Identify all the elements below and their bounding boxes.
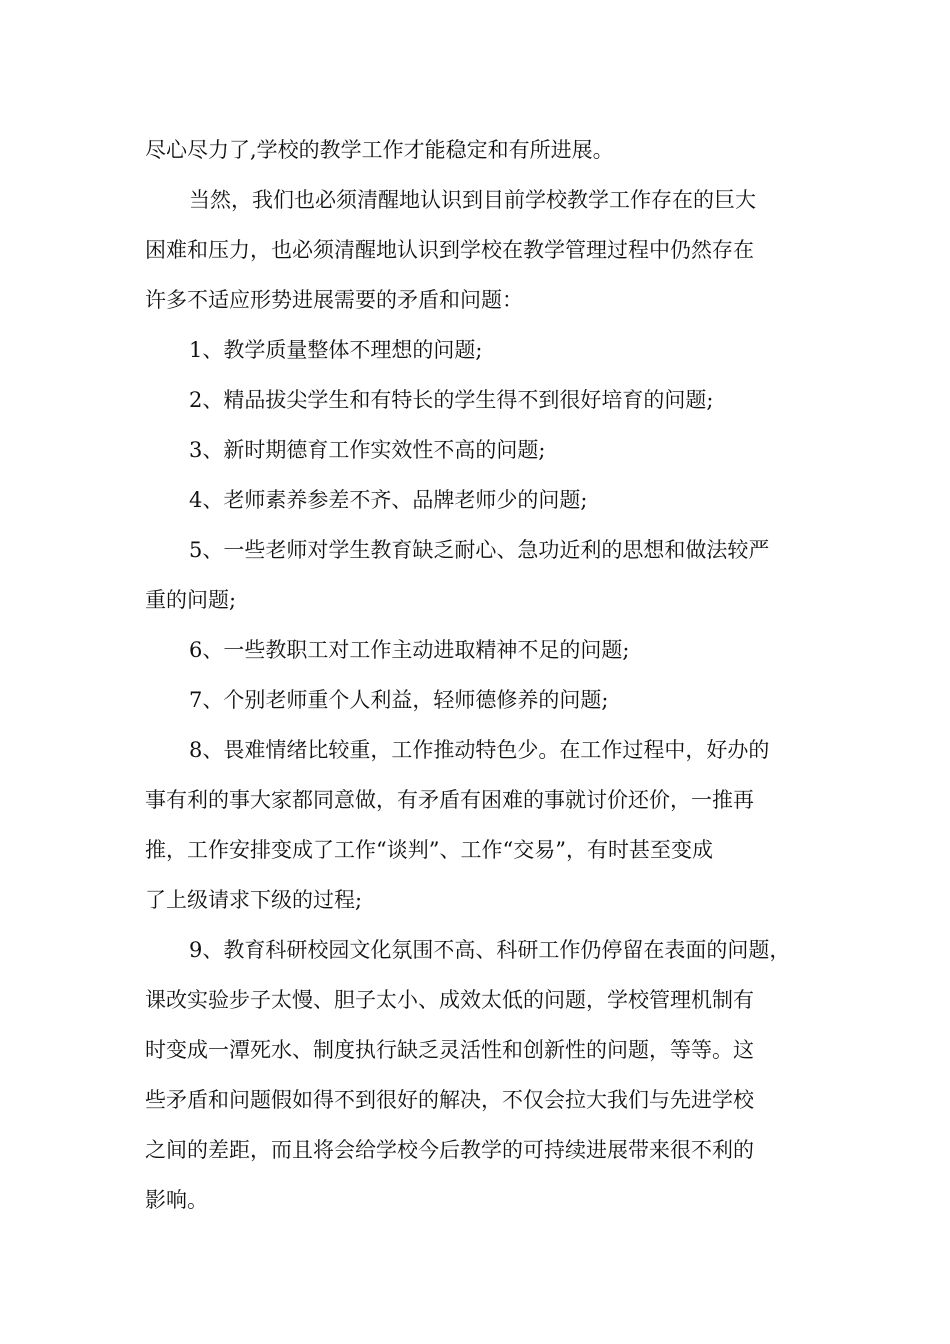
body-text-line: 许多不适应形势进展需要的矛盾和问题： [145, 288, 523, 312]
body-text-line: 尽心尽力了,学校的教学工作才能稳定和有所进展。 [145, 138, 614, 162]
list-item-text: 之间的差距，而且将会给学校今后教学的可持续进展带来很不利的 [145, 1138, 754, 1162]
list-item-text: 8、畏难情绪比较重，工作推动特色少。在工作过程中，好办的 [189, 738, 770, 762]
body-text-line: 当然，我们也必须清醒地认识到目前学校教学工作存在的巨大 [189, 188, 756, 212]
list-item-text: 影响。 [145, 1188, 208, 1212]
list-item-text: 1、教学质量整体不理想的问题; [189, 338, 483, 362]
list-item-text: 些矛盾和问题假如得不到很好的解决，不仅会拉大我们与先进学校 [145, 1088, 754, 1112]
list-item-text: 7、个别老师重个人利益，轻师德修养的问题; [189, 688, 609, 712]
list-item-text: 时变成一潭死水、制度执行缺乏灵活性和创新性的问题，等等。这 [145, 1038, 754, 1062]
list-item-text: 了上级请求下级的过程; [145, 888, 363, 912]
list-item-text: 5、一些老师对学生教育缺乏耐心、急功近利的思想和做法较严 [189, 538, 770, 562]
list-item-text: 事有利的事大家都同意做，有矛盾有困难的事就讨价还价，一推再 [145, 788, 754, 812]
list-item-text: 推，工作安排变成了工作“谈判”、工作“交易”，有时甚至变成 [145, 838, 713, 862]
list-item-text: 课改实验步子太慢、胆子太小、成效太低的问题，学校管理机制有 [145, 988, 754, 1012]
body-text-line: 困难和压力，也必须清醒地认识到学校在教学管理过程中仍然存在 [145, 238, 754, 262]
list-item-text: 9、教育科研校园文化氛围不高、科研工作仍停留在表面的问题， [189, 938, 791, 962]
list-item-text: 重的问题; [145, 588, 237, 612]
list-item-text: 3、新时期德育工作实效性不高的问题; [189, 438, 546, 462]
list-item-text: 2、精品拔尖学生和有特长的学生得不到很好培育的问题; [189, 388, 714, 412]
list-item-text: 6、一些教职工对工作主动进取精神不足的问题; [189, 638, 630, 662]
list-item-text: 4、老师素养参差不齐、品牌老师少的问题; [189, 488, 588, 512]
